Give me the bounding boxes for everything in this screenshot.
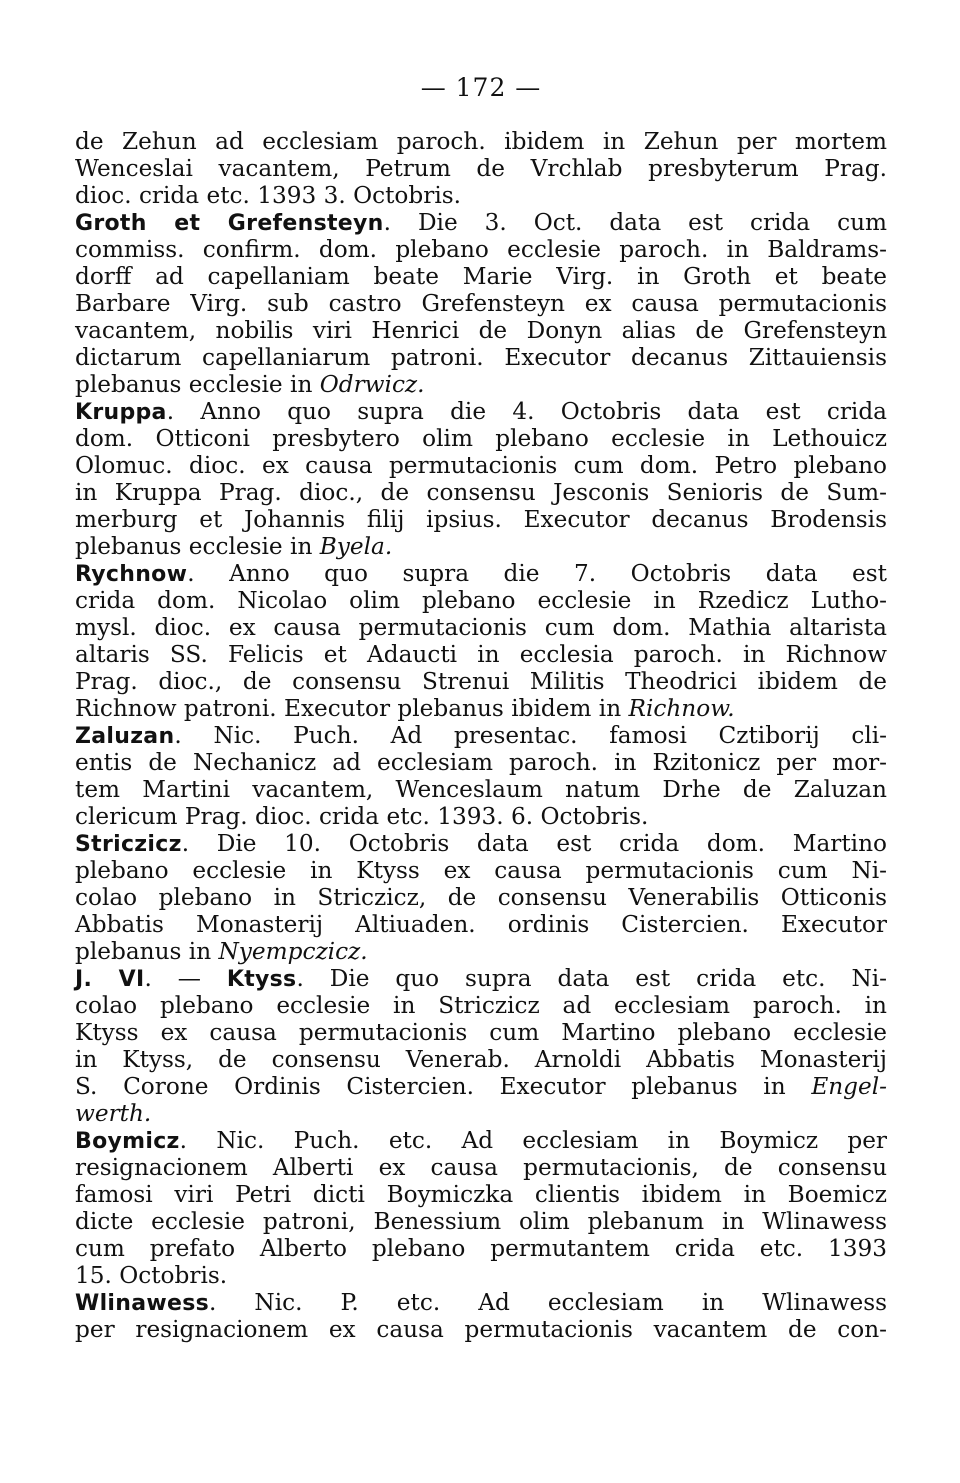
text-segment: altaris SS. Felicis et Adaucti in ecclesia paroch. in Richnow — [75, 641, 887, 668]
text-segment: entis de Nechanicz ad ecclesiam paroch. in Rzitonicz per mor- — [75, 749, 887, 776]
text-segment: dicte ecclesie patroni, Benessium olim plebanum in Wlinawess — [75, 1208, 887, 1235]
body-text — [75, 128, 887, 1343]
text-line — [75, 938, 887, 965]
italic-text: Byela. — [319, 533, 393, 560]
text-line — [75, 965, 887, 992]
text-line — [75, 479, 887, 506]
text-segment: dom. Otticoni presbytero olim plebano ecclesie in Lethouicz — [75, 425, 887, 452]
text-line — [75, 236, 887, 263]
text-line — [75, 776, 887, 803]
text-line — [75, 1181, 887, 1208]
text-line — [75, 1073, 887, 1100]
text-segment: commiss. confirm. dom. plebano ecclesie paroch. in Baldrams- — [75, 236, 887, 263]
text-segment: resignacionem Alberti ex causa permutacionis, de consensu — [75, 1154, 887, 1181]
text-line — [75, 668, 887, 695]
text-line — [75, 587, 887, 614]
text-segment: Wenceslai vacantem, Petrum de Vrchlab presbyterum Prag. — [75, 155, 887, 182]
text-line — [75, 128, 887, 155]
text-segment: . — — [144, 965, 227, 992]
text-segment: . Nic. P. etc. Ad ecclesiam in Wlinawess — [209, 1289, 887, 1316]
text-segment: Olomuc. dioc. ex causa permutacionis cum dom. Petro plebano — [75, 452, 887, 479]
text-segment: Richnow patroni. Executor plebanus ibidem in — [75, 695, 629, 722]
text-line — [75, 857, 887, 884]
entry-heading: Striczicz — [75, 832, 182, 857]
text-line — [75, 749, 887, 776]
text-line — [75, 452, 887, 479]
text-segment: per resignacionem ex causa permutacionis vacantem de con- — [75, 1316, 887, 1343]
entry-heading: Wlinawess — [75, 1291, 209, 1316]
text-line — [75, 695, 887, 722]
entry-heading: Boymicz — [75, 1129, 180, 1154]
entry-heading: Ktyss — [226, 967, 297, 992]
text-segment: Prag. dioc., de consensu Strenui Militis Theodrici ibidem de — [75, 668, 887, 695]
text-line — [75, 722, 887, 749]
italic-text: Odrwicz. — [319, 371, 425, 398]
text-line — [75, 1289, 887, 1316]
text-line — [75, 1262, 887, 1289]
text-line — [75, 1154, 887, 1181]
text-segment: . Die quo supra data est crida etc. Ni- — [296, 965, 887, 992]
text-segment: plebano ecclesie in Ktyss ex causa permutacionis cum Ni- — [75, 857, 887, 884]
text-line — [75, 1100, 887, 1127]
text-segment: clericum Prag. dioc. crida etc. 1393. 6. Octobris. — [75, 803, 649, 830]
text-line — [75, 1316, 887, 1343]
text-segment: vacantem, nobilis viri Henrici de Donyn alias de Grefensteyn — [75, 317, 887, 344]
text-line — [75, 1127, 887, 1154]
text-segment: . Anno quo supra die 4. Octobris data est crida — [166, 398, 887, 425]
text-segment: Barbare Virg. sub castro Grefensteyn ex causa permutacionis — [75, 290, 887, 317]
page-number: — 172 — — [420, 73, 542, 102]
text-segment: Abbatis Monasterij Altiuaden. ordinis Cistercien. Executor — [75, 911, 887, 938]
text-line — [75, 803, 887, 830]
italic-text: Nyempczicz. — [218, 938, 368, 965]
text-segment: plebanus ecclesie in — [75, 533, 320, 560]
text-line — [75, 425, 887, 452]
text-segment: dioc. crida etc. 1393 3. Octobris. — [75, 182, 462, 209]
text-line — [75, 560, 887, 587]
text-segment: . Anno quo supra die 7. Octobris data est — [187, 560, 887, 587]
text-line — [75, 884, 887, 911]
text-line — [75, 830, 887, 857]
entry-heading: Groth et Grefensteyn — [75, 211, 384, 236]
text-segment: merburg et Johannis filij ipsius. Executor decanus Brodensis — [75, 506, 887, 533]
text-segment: mysl. dioc. ex causa permutacionis cum dom. Mathia altarista — [75, 614, 887, 641]
text-line — [75, 155, 887, 182]
text-segment: famosi viri Petri dicti Boymiczka clientis ibidem in Boemicz — [75, 1181, 887, 1208]
text-line — [75, 290, 887, 317]
text-segment: 15. Octobris. — [75, 1262, 228, 1289]
italic-text: Engel- — [811, 1073, 887, 1100]
text-segment: colao plebano ecclesie in Striczicz ad ecclesiam paroch. in — [75, 992, 887, 1019]
text-line — [75, 533, 887, 560]
text-segment: colao plebano in Striczicz, de consensu Venerabilis Otticonis — [75, 884, 887, 911]
text-line — [75, 1208, 887, 1235]
text-line — [75, 371, 887, 398]
text-segment: de Zehun ad ecclesiam paroch. ibidem in Zehun per mortem — [75, 128, 887, 155]
text-segment: . Nic. Puch. etc. Ad ecclesiam in Boymicz per — [179, 1127, 887, 1154]
text-segment: S. Corone Ordinis Cistercien. Executor plebanus in — [75, 1073, 812, 1100]
text-line — [75, 1046, 887, 1073]
text-segment: in Kruppa Prag. dioc., de consensu Jesconis Senioris de Sum- — [75, 479, 887, 506]
text-line — [75, 398, 887, 425]
text-line — [75, 911, 887, 938]
document-page — [75, 70, 887, 1343]
text-segment: dictarum capellaniarum patroni. Executor decanus Zittauiensis — [75, 344, 887, 371]
text-line — [75, 1019, 887, 1046]
text-segment: tem Martini vacantem, Wenceslaum natum Drhe de Zaluzan — [75, 776, 887, 803]
text-line — [75, 344, 887, 371]
italic-text: Richnow. — [628, 695, 735, 722]
entry-heading: Rychnow — [75, 562, 188, 587]
text-segment: . Die 10. Octobris data est crida dom. Martino — [181, 830, 887, 857]
text-segment: . Die 3. Oct. data est crida cum — [383, 209, 887, 236]
text-line — [75, 506, 887, 533]
text-line — [75, 992, 887, 1019]
text-segment: Ktyss ex causa permutacionis cum Martino plebano ecclesie — [75, 1019, 887, 1046]
text-line — [75, 317, 887, 344]
text-line — [75, 1235, 887, 1262]
text-segment: cum prefato Alberto plebano permutantem crida etc. 1393 — [75, 1235, 887, 1262]
text-segment: in Ktyss, de consensu Venerab. Arnoldi Abbatis Monasterij — [75, 1046, 887, 1073]
entry-heading: Kruppa — [75, 400, 167, 425]
italic-text: werth. — [75, 1100, 152, 1127]
text-line — [75, 614, 887, 641]
entry-heading: J. VI — [75, 967, 145, 992]
text-segment: dorff ad capellaniam beate Marie Virg. in Groth et beate — [75, 263, 887, 290]
text-line — [75, 182, 887, 209]
text-segment: . Nic. Puch. Ad presentac. famosi Cztiborij cli- — [174, 722, 887, 749]
text-segment: crida dom. Nicolao olim plebano ecclesie in Rzedicz Lutho- — [75, 587, 887, 614]
text-segment: plebanus ecclesie in — [75, 371, 320, 398]
entry-heading: Zaluzan — [75, 724, 175, 749]
text-line — [75, 209, 887, 236]
text-line — [75, 641, 887, 668]
text-line — [75, 263, 887, 290]
text-segment: plebanus in — [75, 938, 219, 965]
